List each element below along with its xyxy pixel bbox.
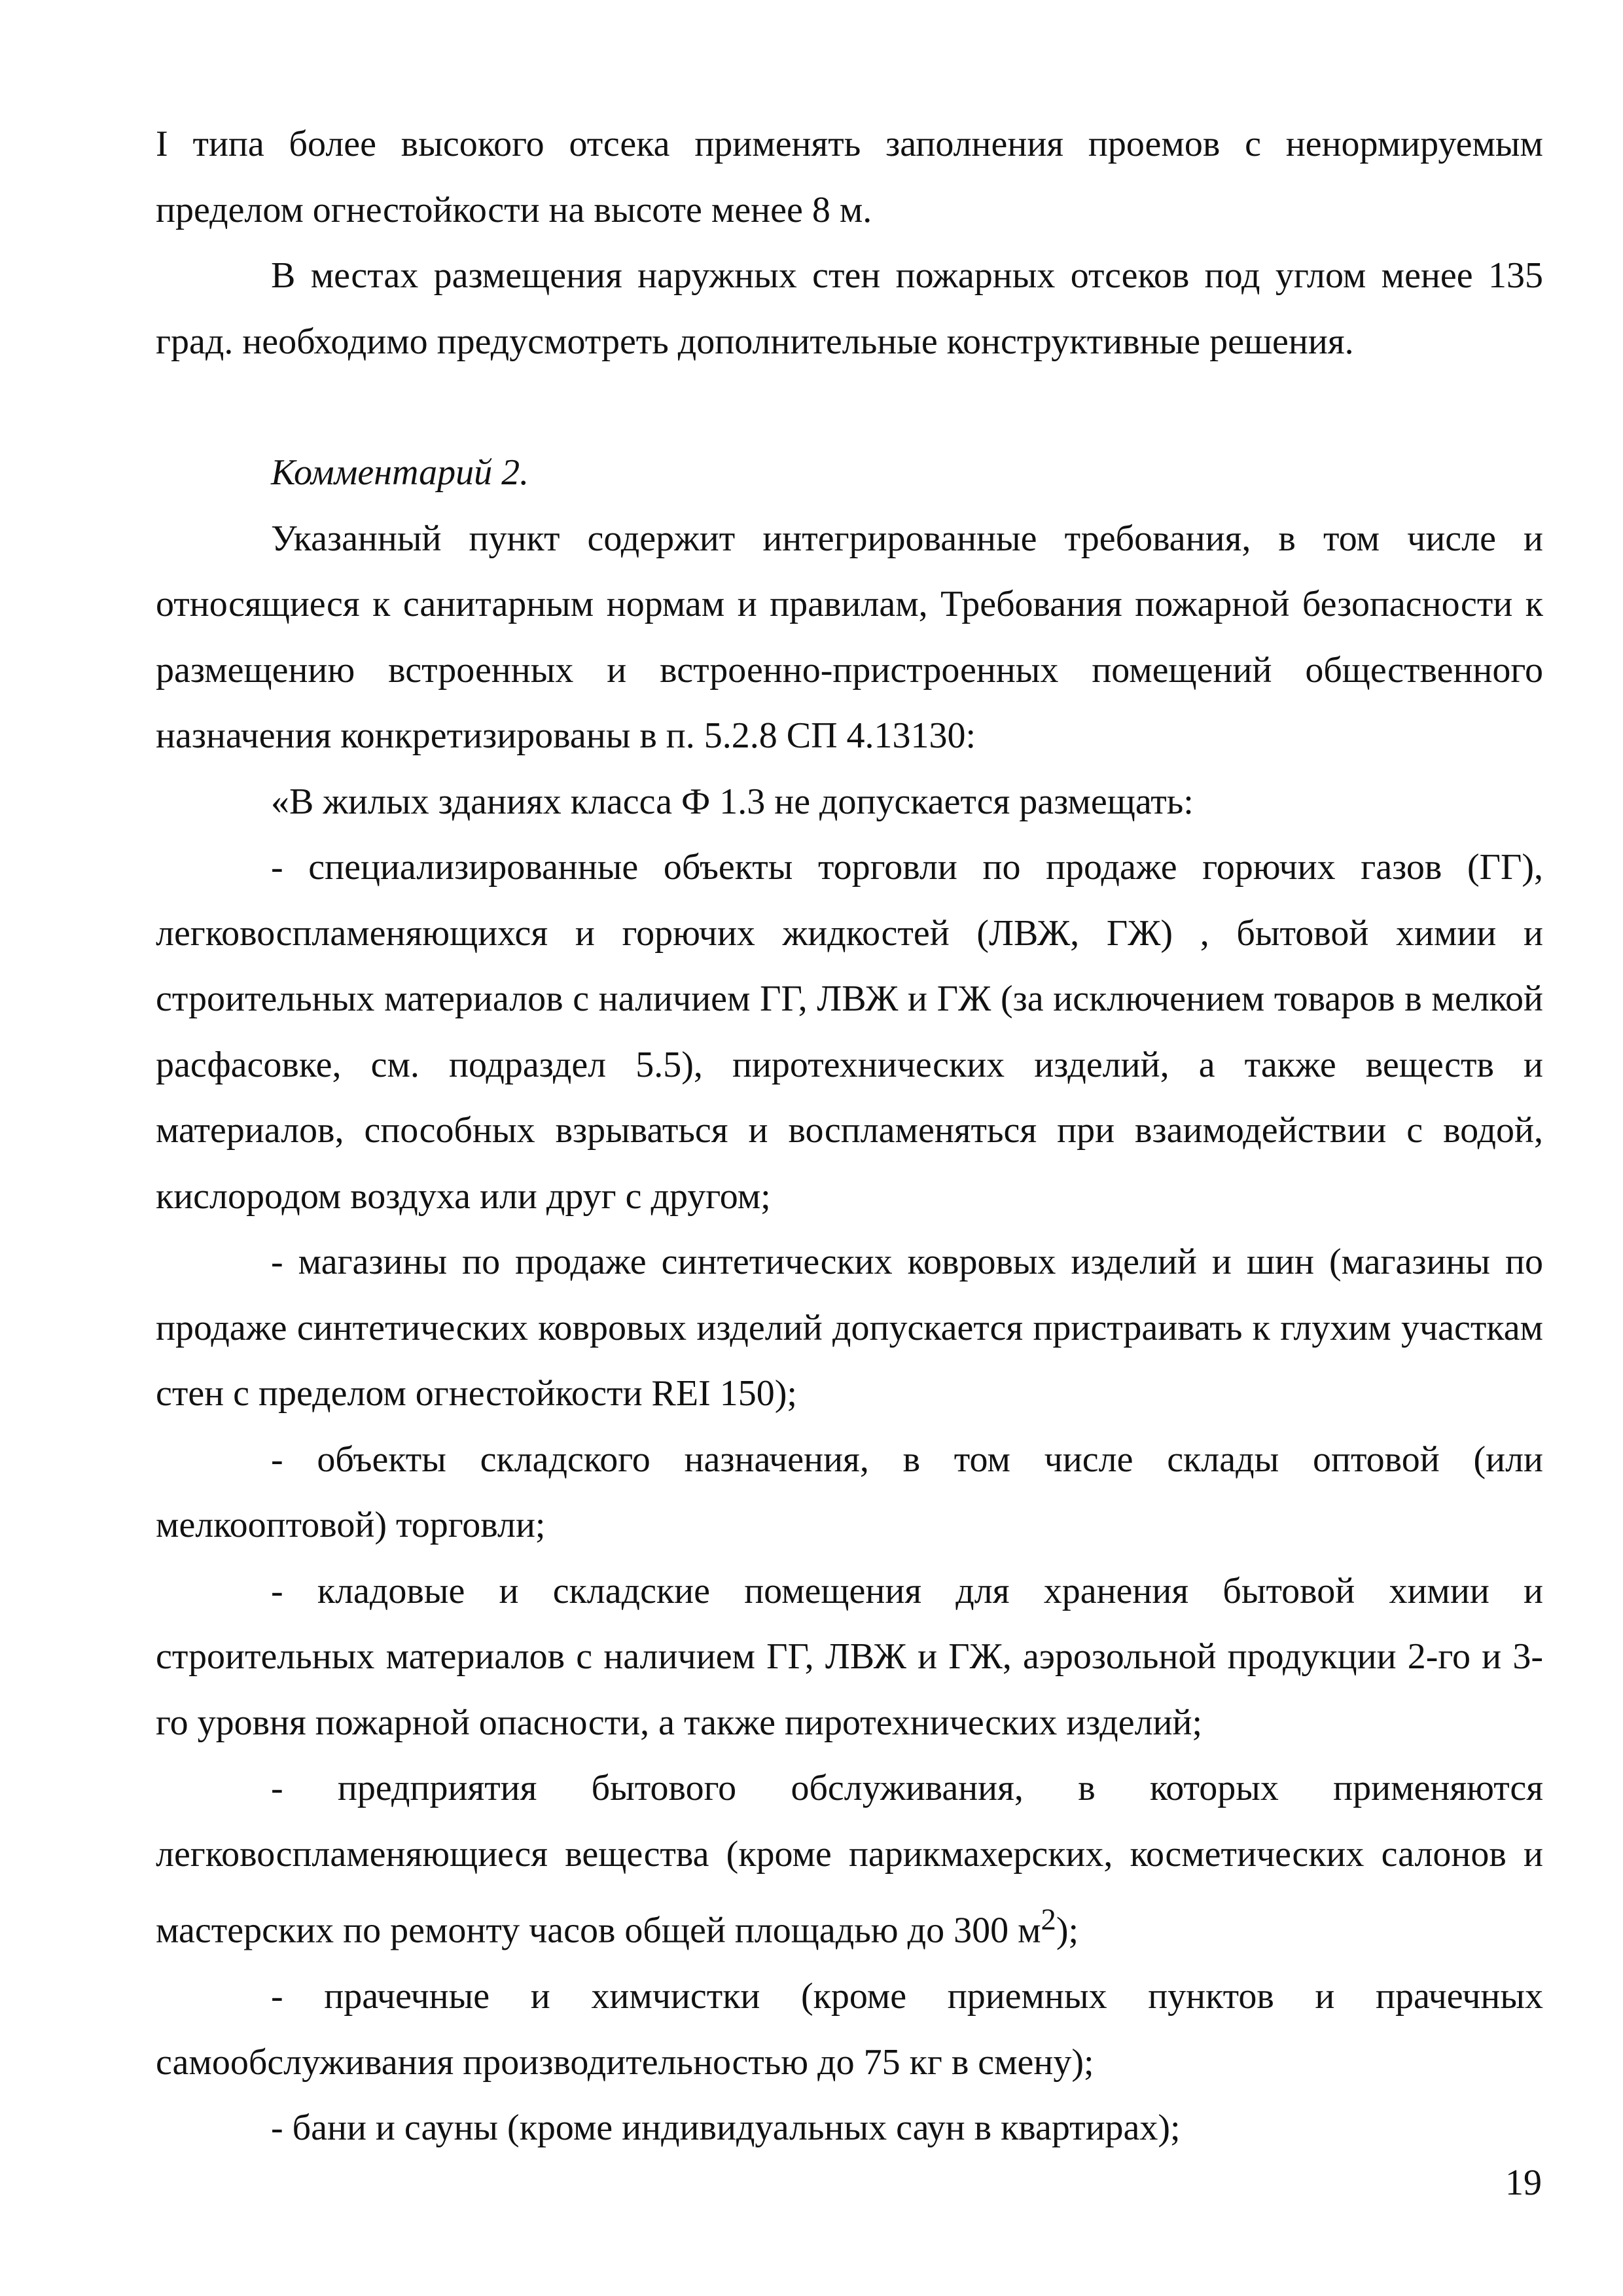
intro-paragraph-1: I типа более высокого отсека применять заполнения проемов с ненормируемым пределом огнестойкости на высоте менее 8 м. xyxy=(156,124,1543,230)
list-item-consumer-services-text: - предприятия бытового обслуживания, в которых применяются легковоспламеняющиеся вещества (кроме парикмахерских, косметических салонов и мастерских по ремонту часов общей площадью до 300 м xyxy=(156,1768,1543,1951)
quote-intro: «В жилых зданиях класса Ф 1.3 не допускается размещать: xyxy=(271,781,1194,822)
list-item-laundries: - прачечные и химчистки (кроме приемных пунктов и прачечных самообслуживания производительностью до 75 кг в смену); xyxy=(156,1976,1543,2083)
list-item-flammable-trade: - специализированные объекты торговли по продаже горючих газов (ГГ), легковоспламеняющихся и горючих жидкостей (ЛВЖ, ГЖ) , бытовой химии и строительных материалов с наличием ГГ, ЛВЖ и ГЖ (за исключением товаров в мелкой расфасовке, см. подраздел 5.5), пиротехнических изделий, а также веществ и материалов, способных взрываться и воспламеняться при взаимодействии с водой, кислородом воздуха или друг с другом; xyxy=(156,847,1543,1217)
list-item-consumer-services xyxy=(156,1755,1543,1964)
list-item-carpet-tire-stores: - магазины по продаже синтетических ковровых изделий и шин (магазины по продаже синтетических ковровых изделий допускается пристраивать к глухим участкам стен с пределом огнестойкости REI 150); xyxy=(156,1242,1543,1414)
intro-paragraph-2: В местах размещения наружных стен пожарных отсеков под углом менее 135 град. необходимо предусмотреть дополнительные конструктивные решения. xyxy=(156,255,1543,362)
list-item-storerooms: - кладовые и складские помещения для хранения бытовой химии и строительных материалов с наличием ГГ, ЛВЖ и ГЖ, аэрозольной продукции 2-го и 3-го уровня пожарной опасности, а также пиротехнических изделий; xyxy=(156,1570,1543,1743)
page-number: 19 xyxy=(1505,2162,1542,2203)
list-item-baths-saunas: - бани и сауны (кроме индивидуальных саун в квартирах); xyxy=(271,2108,1181,2149)
list-item-consumer-services-end: ); xyxy=(1056,1910,1079,1951)
document-page xyxy=(156,111,1543,2161)
list-item-warehouses: - объекты складского назначения, в том числе склады оптовой (или мелкооптовой) торговли; xyxy=(156,1439,1543,1545)
section-spacer xyxy=(156,374,1543,440)
superscript-square: 2 xyxy=(1041,1903,1056,1937)
comment-heading: Комментарий 2. xyxy=(271,452,529,493)
comment-paragraph-1: Указанный пункт содержит интегрированные требования, в том числе и относящиеся к санитарным нормам и правилам, Требования пожарной безопасности к размещению встроенных и встроенно-пристроенных помещений общественного назначения конкретизированы в п. 5.2.8 СП 4.13130: xyxy=(156,518,1543,756)
